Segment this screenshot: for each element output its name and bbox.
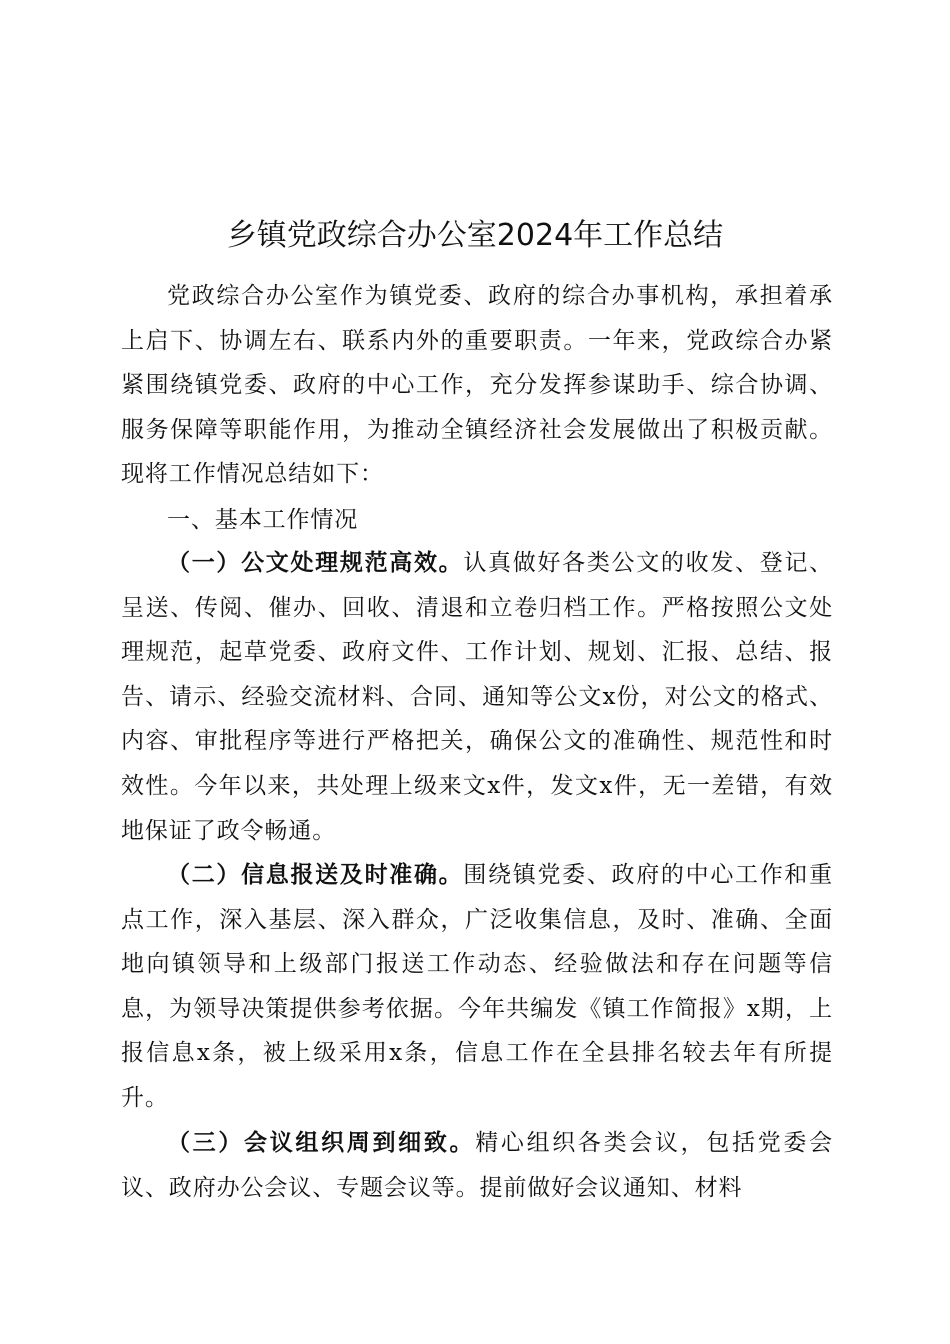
- document-title: 乡镇党政综合办公室2024年工作总结: [226, 218, 724, 253]
- item-3-lead: （三）会议组织周到细致。: [167, 1130, 476, 1156]
- paragraph-item-1: [121, 541, 833, 853]
- item-1-text: 认真做好各类公文的收发、登记、呈送、传阅、催办、回收、清退和立卷归档工作。严格按照公文处理规范，起草党委、政府文件、工作计划、规划、汇报、总结、报告、请示、经验交流材料、合同、通知等公文x份，对公文的格式、内容、审批程序等进行严格把关，确保公文的准确性、规范性和时效性。今年以来，共处理上级来文x件，发文x件，无一差错，有效地保证了政令畅通。: [121, 550, 833, 844]
- item-1-lead: （一）公文处理规范高效。: [167, 550, 464, 576]
- item-3-text: 精心组织各类会议，包括党委会议、政府办公会议、专题会议等。提前做好会议通知、材料: [121, 1130, 833, 1201]
- intro-paragraph: 党政综合办公室作为镇党委、政府的综合办事机构，承担着承上启下、协调左右、联系内外的重要职责。一年来，党政综合办紧紧围绕镇党委、政府的中心工作，充分发挥参谋助手、综合协调、服务保障等职能作用，为推动全镇经济社会发展做出了积极贡献。现将工作情况总结如下：: [121, 283, 833, 488]
- section-heading: 一、基本工作情况: [167, 507, 359, 533]
- item-2-text: 围绕镇党委、政府的中心工作和重点工作，深入基层、深入群众，广泛收集信息，及时、准确、全面地向镇领导和上级部门报送工作动态、经验做法和存在问题等信息，为领导决策提供参考依据。今年共编发《镇工作简报》x期，上报信息x条，被上级采用x条，信息工作在全县排名较去年有所提升。: [121, 862, 833, 1111]
- item-2-lead: （二）信息报送及时准确。: [167, 862, 464, 888]
- paragraph-item-2: [121, 853, 833, 1121]
- paragraph-item-3: [121, 1121, 833, 1210]
